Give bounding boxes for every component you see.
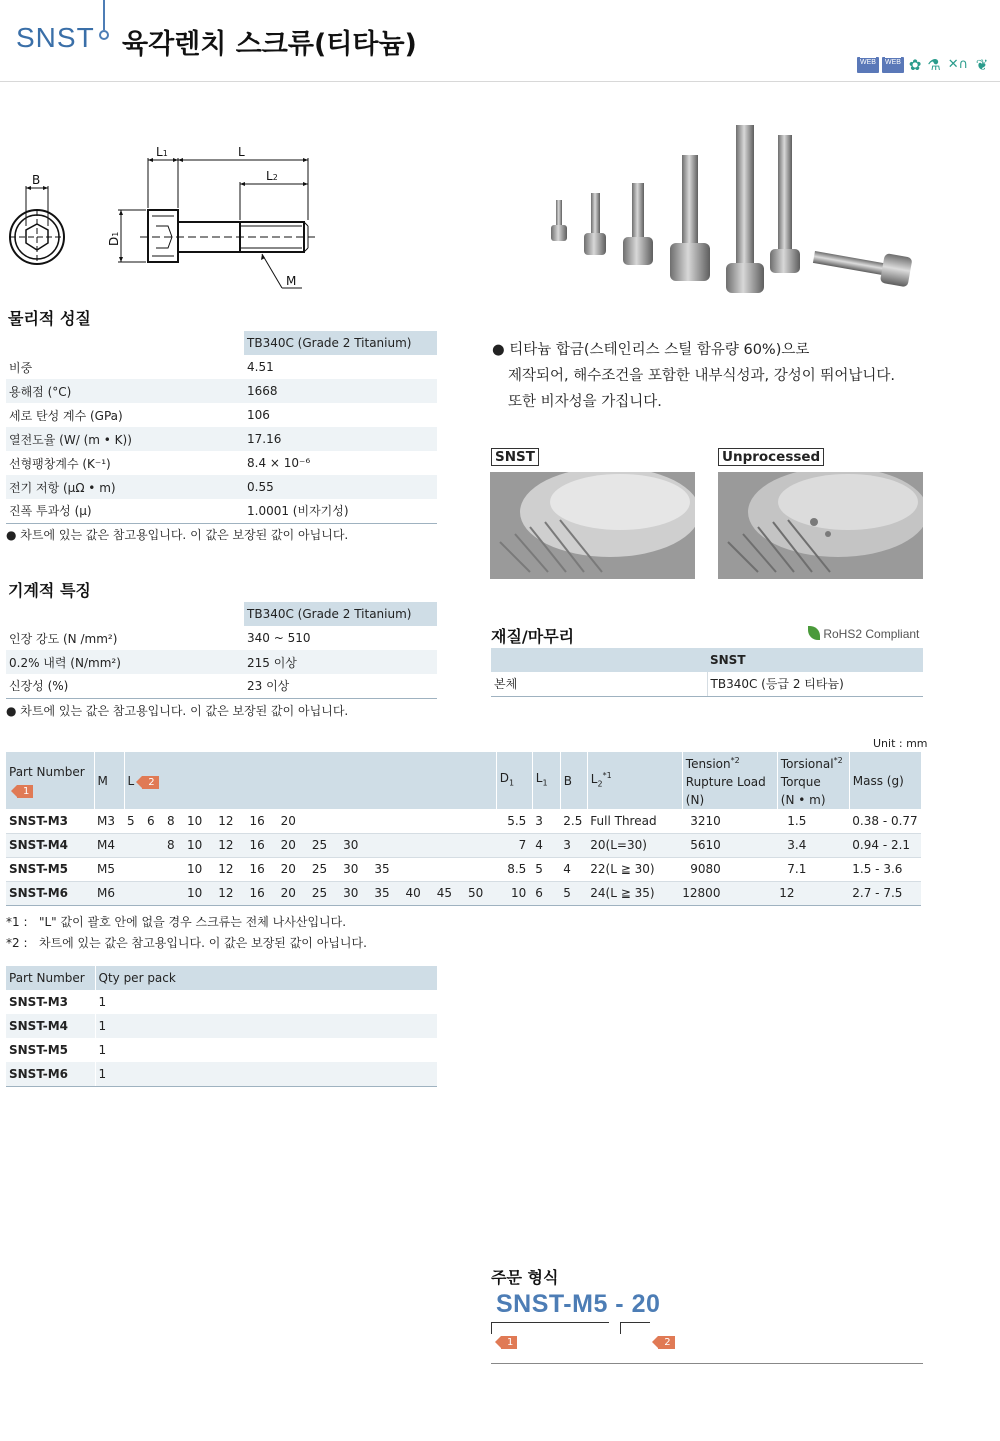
table-row: SNST-M6 M6 10 12 16 20 25 30 35 40 45 50 10 6 5 24(L ≧ 35) 12800 12 2.7 - 7.5 (6, 881, 921, 905)
qty-table: Part Number Qty per pack SNST-M3 1 SNST-M4 1 SNST-M5 1 SNST-M6 1 (6, 966, 437, 1087)
mechanical-column-header: TB340C (Grade 2 Titanium) (244, 602, 437, 626)
drawing-label-l1: L1 (156, 145, 168, 159)
table-row: SNST-M4 M4 8 10 12 16 20 25 30 7 4 3 20(L=30) 5610 3.4 0.94 - 2.1 (6, 833, 921, 857)
screw-drawing (0, 130, 320, 295)
rohs-badge: RoHS2 Compliant (808, 626, 919, 641)
material-heading: 재질/마무리 (491, 627, 575, 646)
drawing-label-l2: L2 (266, 169, 278, 183)
physical-heading: 물리적 성질 (8, 309, 91, 328)
physical-properties-table: TB340C (Grade 2 Titanium) 비중 4.51 용해점 (°C) 1668 세로 탄성 계수 (GPa) 106 열전도율 (W/ (m • K)) 17.16 선형팽창계수 (K⁻¹) 8.4 × 10⁻⁶ 전기 저항 (μΩ • m) 0.55 진폭 투과성 (μ) 1.0001 (비자기성) (6, 331, 437, 524)
page-title: 육각렌치 스크류(티타늄) (122, 29, 417, 60)
mechanical-heading: 기계적 특징 (8, 581, 91, 600)
part-number-table: Part Number 1 M L 2 $D_1$ $L_1$ B $L_2^{*1}$ Tension$^{*2}$ Rupture Load (N) Torsional$^{*2}$ Torque (N • m) Mass (g) SNST-M3 M3 5 6 8 10 12 16 20 5.5 3 2.5 Full Thread 3210 1.5 0.38 - 0.77 SNST-M4 M4 8 10 12 16 20 25 30 7 4 3 20(L=30) 5610 3.4 0.94 - 2.1 SNST-M5 M5 10 12 16 20 25 30 35 8.5 5 4 22(L ≧ 30) 9080 7.1 1.5 - 3.6 SNST-M6 M6 10 12 16 20 25 30 35 40 45 50 10 6 5 24(L ≧ 35) 12800 12 2.7 - 7.5 (6, 752, 921, 906)
product-description: ● 티타늄 합금(스테인리스 스틸 함유량 60%)으로 제작되어, 해수조건을 포함한 내부식성과, 강성이 뛰어납니다. 또한 비자성을 가집니다. (492, 342, 896, 410)
material-column-header: SNST (707, 648, 923, 672)
snst-closeup-image (490, 472, 695, 579)
tag-2: 2 (142, 776, 158, 789)
drawing-label-b: B (32, 173, 41, 187)
feature-icons (857, 57, 990, 73)
rohs-leaf-icon (808, 626, 820, 640)
order-bracket-1 (491, 1322, 609, 1334)
table-row: SNST-M6 1 (6, 1062, 437, 1086)
header-rule (0, 81, 1000, 82)
unprocessed-closeup-image (718, 472, 923, 579)
flask-icon: ⚗ (927, 56, 941, 74)
web-icon[interactable]: WEB (857, 57, 879, 73)
compare-label-snst: SNST (491, 448, 539, 466)
header-divider (103, 0, 105, 30)
table-row: SNST-M3 1 (6, 990, 437, 1014)
mechanical-note: ● 차트에 있는 값은 참고용입니다. 이 값은 보장된 값이 아닙니다. (6, 704, 349, 718)
drawing-label-l: L (238, 145, 245, 159)
table-row: SNST-M3 M3 5 6 8 10 12 16 20 5.5 3 2.5 Full Thread 3210 1.5 0.38 - 0.77 (6, 809, 921, 833)
table-row: SNST-M5 1 (6, 1038, 437, 1062)
order-heading: 주문 형식 (491, 1268, 559, 1287)
order-bracket-2 (620, 1322, 650, 1334)
drawing-label-d1: D1 (107, 231, 121, 246)
table-row: SNST-M5 M5 10 12 16 20 25 30 35 8.5 5 4 22(L ≧ 30) 9080 7.1 1.5 - 3.6 (6, 857, 921, 881)
material-table: SNST 본체 TB340C (등급 2 티타늄) (491, 648, 923, 697)
product-photo (540, 115, 940, 300)
mechanical-properties-table: TB340C (Grade 2 Titanium) 인장 강도 (N /mm²) 340 ~ 510 0.2% 내력 (N/mm²) 215 이상 신장성 (%) 23 이상 (6, 602, 437, 699)
header-dot (99, 30, 109, 40)
leaf-icon: ✿ (908, 56, 922, 74)
physical-column-header: TB340C (Grade 2 Titanium) (244, 331, 437, 355)
drawing-label-m: M (286, 274, 297, 288)
compare-label-unprocessed: Unprocessed (718, 448, 824, 466)
web-icon[interactable]: WEB (882, 57, 904, 73)
order-code: SNST-M5 - 20 (496, 1290, 661, 1318)
tag-1: 1 (17, 785, 33, 798)
eco-leaf-icon: ❦ (975, 56, 989, 74)
order-tag-1: 1 (501, 1336, 517, 1349)
table-row: SNST-M4 1 (6, 1014, 437, 1038)
order-tag-2: 2 (658, 1336, 674, 1349)
no-magnet-icon: ✕∩ (947, 57, 969, 72)
unit-label: Unit : mm (873, 737, 928, 750)
order-rule (491, 1363, 923, 1364)
product-code: SNST (16, 22, 95, 53)
footnotes: *1 : "L" 값이 괄호 안에 없을 경우 스크류는 전체 나사산입니다. *2 : 차트에 있는 값은 참고용입니다. 이 값은 보장된 값이 아닙니다. (6, 915, 367, 950)
physical-note: ● 차트에 있는 값은 참고용입니다. 이 값은 보장된 값이 아닙니다. (6, 528, 349, 542)
